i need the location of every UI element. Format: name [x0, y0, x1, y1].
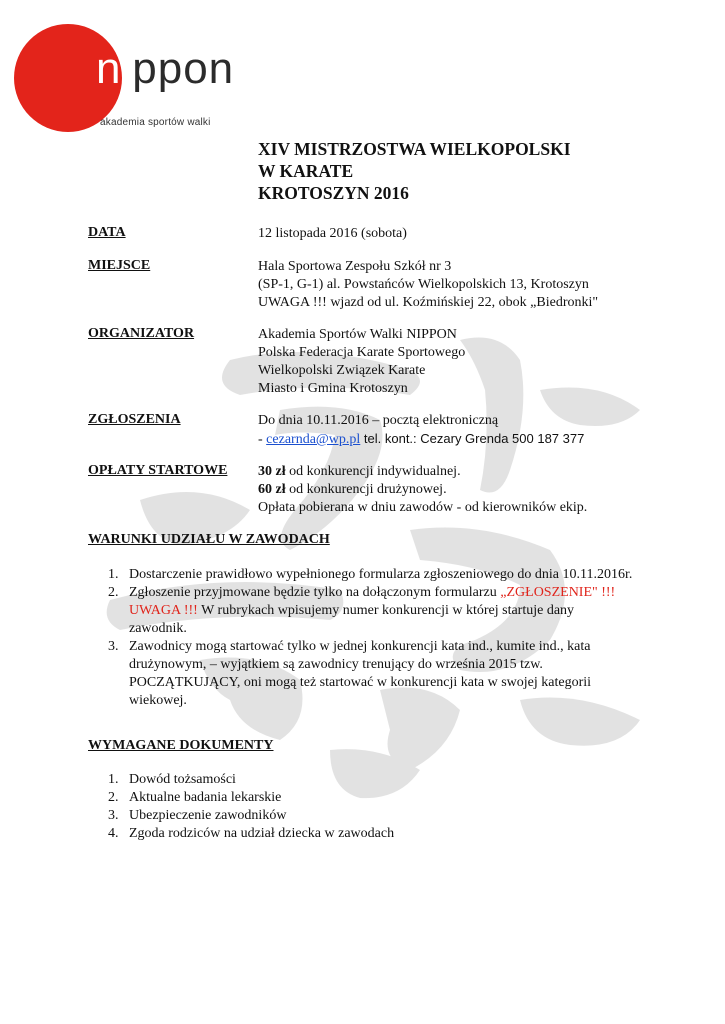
fees-label: OPŁATY STARTOWE [88, 463, 228, 478]
fees-value: 30 zł od konkurencji indywidualnej. 60 zł od konkurencji drużynowej. Opłata pobierana w dniu zawodów - od kierowników ekip. [258, 464, 588, 515]
logo-wordmark: nippon [96, 44, 235, 93]
conditions-list [88, 566, 633, 710]
registration-value: Do dnia 10.11.2016 – pocztą elektroniczną - cezarnda@wp.pl tel. kont.: Cezary Grenda 500 187 377 [258, 413, 585, 447]
registration-label: ZGŁOSZENIA [88, 412, 181, 427]
list-item: 1. Dostarczenie prawidłowo wypełnionego formularza zgłoszeniowego do dnia 10.11.2016r. [108, 567, 633, 582]
logo-tagline: akademia sportów walki [100, 117, 211, 128]
place-label: MIEJSCE [88, 258, 151, 273]
page-title: XIV MISTRZOSTWA WIELKOPOLSKI W KARATE KROTOSZYN 2016 [258, 139, 571, 203]
list-item: 3. Zawodnicy mogą startować tylko w jednej konkurencji kata ind., kumite ind., kata drużynowym, – wyjątkiem są zawodnicy trenujący do września 2015 tzw. POCZĄTKUJĄCY, oni mogą też startować w konkurencji kata w swojej kategorii wiekowej. [108, 639, 592, 708]
organizer-label: ORGANIZATOR [88, 326, 195, 341]
nippon-logo [0, 0, 260, 140]
conditions-heading: WARUNKI UDZIAŁU W ZAWODACH [88, 532, 330, 547]
list-item: 3. Ubezpieczenie zawodników [108, 808, 287, 823]
organizer-value: Akademia Sportów Walki NIPPON Polska Federacja Karate Sportowego Wielkopolski Związek Karate Miasto i Gmina Krotoszyn [258, 327, 466, 396]
list-item: 2. Aktualne badania lekarskie [108, 790, 282, 805]
list-item: 2. Zgłoszenie przyjmowane będzie tylko na dołączonym formularzu „ZGŁOSZENIE" !!! UWAGA !!! W rubrykach wpisujemy numer konkurencji w której startuje dany zawodnik. [108, 585, 616, 636]
email-link[interactable]: cezarnda@wp.pl [266, 432, 361, 447]
date-value: 12 listopada 2016 (sobota) [258, 226, 407, 241]
date-label: DATA [88, 225, 126, 240]
list-item: 1. Dowód tożsamości [108, 772, 236, 787]
list-item: 4. Zgoda rodziców na udział dziecka w zawodach [108, 826, 395, 841]
place-value: Hala Sportowa Zespołu Szkół nr 3 (SP-1, G-1) al. Powstańców Wielkopolskich 13, Krotoszyn UWAGA !!! wjazd od ul. Koźmińskiej 22, obok „Biedronki" [258, 259, 599, 310]
documents-list [88, 771, 648, 843]
documents-heading: WYMAGANE DOKUMENTY [88, 738, 274, 753]
